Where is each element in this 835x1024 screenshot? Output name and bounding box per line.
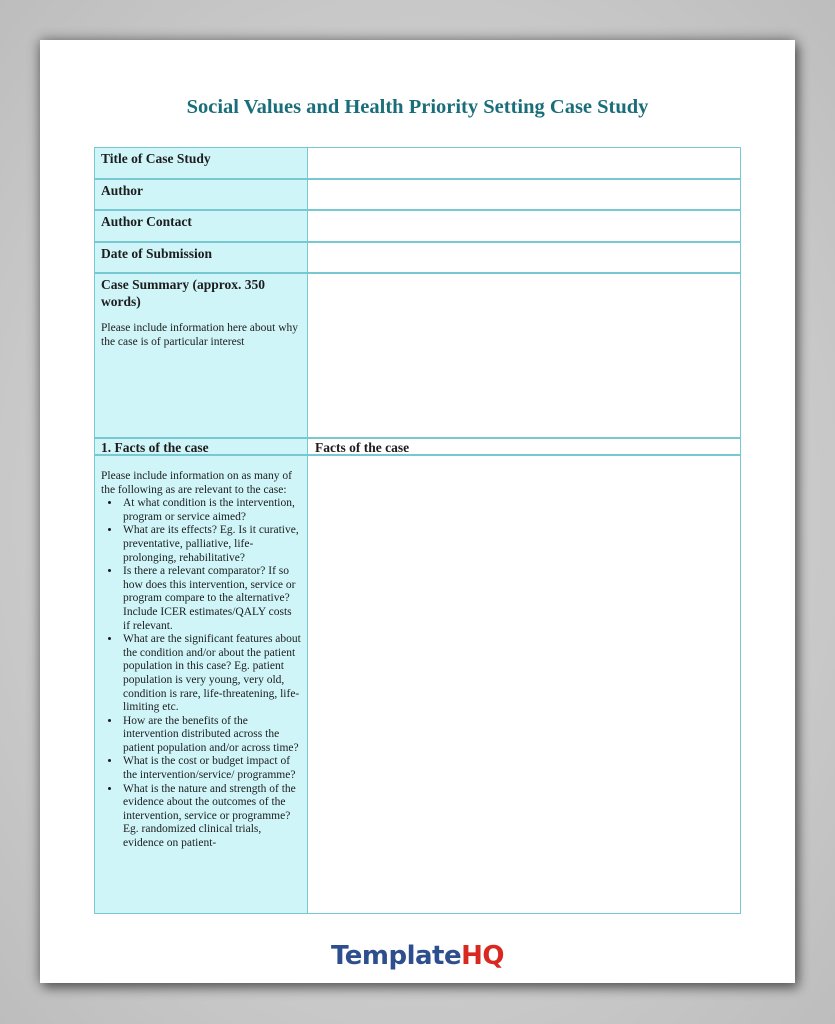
list-item: • How are the benefits of the intervention distributed across the patient population and/or across time? [121, 715, 301, 756]
form-row-date [94, 242, 741, 273]
case-summary-note: Please include information here about why the case is of particular interest [101, 322, 299, 348]
form-row-case-summary [94, 273, 741, 438]
list-item: • What are its effects? Eg. Is it curative, preventative, palliative, life-prolonging, rehabilitative? [121, 524, 301, 565]
form-row-author [94, 179, 741, 210]
row-label: Date of Submission [101, 246, 213, 261]
case-summary-input-cell[interactable] [308, 273, 741, 438]
document-page [40, 40, 795, 983]
author-contact-input-cell[interactable] [308, 210, 741, 242]
row-label: Title of Case Study [101, 151, 211, 166]
facts-bullet-list [101, 497, 301, 850]
list-item: • At what condition is the intervention, program or service aimed? [121, 497, 301, 524]
case-summary-label: Case Summary (approx. 350 words) [101, 277, 266, 309]
list-item: • What is the cost or budget impact of the intervention/service/ programme? [121, 755, 301, 782]
list-item: • What is the nature and strength of the evidence about the outcomes of the intervention, service or programme? Eg. randomized clinical trials, evidence on patient- [121, 783, 301, 851]
author-input-cell[interactable] [308, 179, 741, 210]
form-row-title [94, 147, 741, 179]
form-row-author-contact [94, 210, 741, 242]
date-input-cell[interactable] [308, 242, 741, 273]
title-input-cell[interactable] [308, 147, 741, 179]
facts-header-row [94, 438, 741, 455]
templatehq-logo: TemplateHQ [330, 941, 504, 971]
facts-body-row [94, 455, 741, 914]
facts-right-header: Facts of the case [315, 440, 410, 455]
facts-input-cell[interactable] [308, 455, 741, 914]
list-item: • Is there a relevant comparator? If so how does this intervention, service or program compare to the alternative? Include ICER estimates/QALY costs if relevant. [121, 565, 301, 633]
row-label: Author [101, 183, 144, 198]
page-title: Social Values and Health Priority Setting Case Study [186, 96, 649, 118]
facts-left-header: 1. Facts of the case [101, 440, 209, 455]
row-label: Author Contact [101, 214, 192, 229]
facts-intro: Please include information on as many of the following as are relevant to the case: [101, 470, 292, 496]
list-item: • What are the significant features about the condition and/or about the patient population in this case? Eg. patient population is very young, very old, condition is rare, life-threatening, life-limiting etc. [121, 633, 301, 715]
